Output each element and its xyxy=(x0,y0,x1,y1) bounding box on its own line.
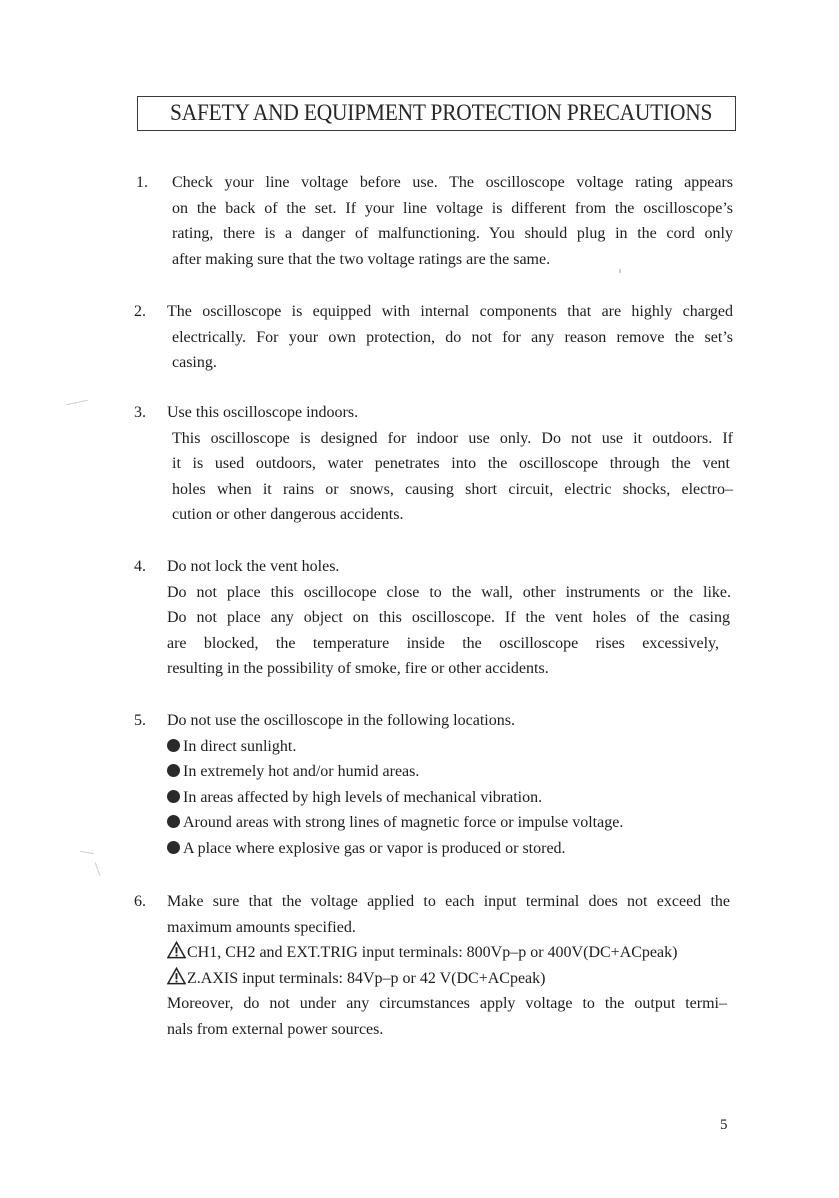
warning-line xyxy=(167,940,677,966)
item-line: casing. xyxy=(172,354,217,371)
item-line: cution or other dangerous accidents. xyxy=(172,506,404,523)
item-number: 3. xyxy=(134,404,146,421)
item-line: This oscilloscope is designed for indoor use only. Do not use it outdoors. If xyxy=(172,429,733,447)
warning-line xyxy=(167,966,545,992)
warning-triangle-icon xyxy=(167,941,186,959)
item-line: electrically. For your own protection, do not for any reason remove the set’s xyxy=(172,328,733,346)
bullet-item xyxy=(167,759,419,785)
item-line: The oscilloscope is equipped with internal components that are highly charged xyxy=(167,303,733,320)
item-line: maximum amounts specified. xyxy=(167,918,356,936)
bullet-dot-icon xyxy=(167,764,180,777)
bullet-text: In extremely hot and/or humid areas. xyxy=(183,763,420,780)
item-line: Do not place this oscillocope close to the wall, other instruments or the like. xyxy=(167,583,731,601)
warning-triangle-icon xyxy=(167,967,186,985)
item-line: Make sure that the voltage applied to each input terminal does not exceed the xyxy=(167,893,730,910)
item-number: 5. xyxy=(134,712,146,729)
bullet-text: In areas affected by high levels of mechanical vibration. xyxy=(183,788,543,806)
scan-speck xyxy=(66,400,88,406)
warning-text: Z.AXIS input terminals: 84Vp–p or 42 V(DC+ACpeak) xyxy=(187,969,546,987)
bullet-item xyxy=(167,734,296,760)
item-line: resulting in the possibility of smoke, fire or other accidents. xyxy=(167,660,549,677)
bullet-item xyxy=(167,810,623,836)
item-number: 2. xyxy=(134,303,146,320)
bullet-dot-icon xyxy=(167,790,180,803)
item-line: after making sure that the two voltage ratings are the same. xyxy=(172,250,551,268)
bullet-item xyxy=(167,836,566,862)
item-line: Use this oscilloscope indoors. xyxy=(167,404,359,421)
item-line: Do not place any object on this oscilloscope. If the vent holes of the casing xyxy=(167,609,730,626)
item-number: 6. xyxy=(134,893,146,910)
bullet-text: A place where explosive gas or vapor is produced or stored. xyxy=(183,839,566,857)
item-line: on the back of the set. If your line voltage is different from the oscilloscope’s xyxy=(172,199,733,217)
title-box xyxy=(137,96,736,131)
item-line: are blocked, the temperature inside the oscilloscope rises excessively, xyxy=(167,634,719,652)
bullet-dot-icon xyxy=(167,815,180,828)
item-line: Do not lock the vent holes. xyxy=(167,558,340,575)
scan-speck xyxy=(95,862,101,875)
page-title: SAFETY AND EQUIPMENT PROTECTION PRECAUTIONS xyxy=(170,100,713,125)
scan-speck xyxy=(80,851,94,854)
bullet-dot-icon xyxy=(167,739,180,752)
item-line: Check your line voltage before use. The oscilloscope voltage rating appears xyxy=(172,174,733,191)
item-line: nals from external power sources. xyxy=(167,1020,384,1038)
item-number: 4. xyxy=(134,558,146,575)
item-line: holes when it rains or snows, causing short circuit, electric shocks, electro– xyxy=(172,480,733,498)
bullet-text: In direct sunlight. xyxy=(183,737,297,755)
page-number: 5 xyxy=(720,1117,728,1133)
item-line: it is used outdoors, water penetrates into the oscilloscope through the vent xyxy=(172,455,730,472)
item-number: 1. xyxy=(136,174,148,191)
scan-speck xyxy=(619,269,621,273)
item-line: rating, there is a danger of malfunctioning. You should plug in the cord only xyxy=(172,225,733,242)
bullet-item xyxy=(167,785,542,811)
item-intro: Do not use the oscilloscope in the following locations. xyxy=(167,712,515,729)
bullet-text: Around areas with strong lines of magnetic force or impulse voltage. xyxy=(183,814,624,831)
warning-text: CH1, CH2 and EXT.TRIG input terminals: 800Vp–p or 400V(DC+ACpeak) xyxy=(187,944,678,961)
bullet-dot-icon xyxy=(167,841,180,854)
item-line: Moreover, do not under any circumstances apply voltage to the output termi– xyxy=(167,995,727,1012)
